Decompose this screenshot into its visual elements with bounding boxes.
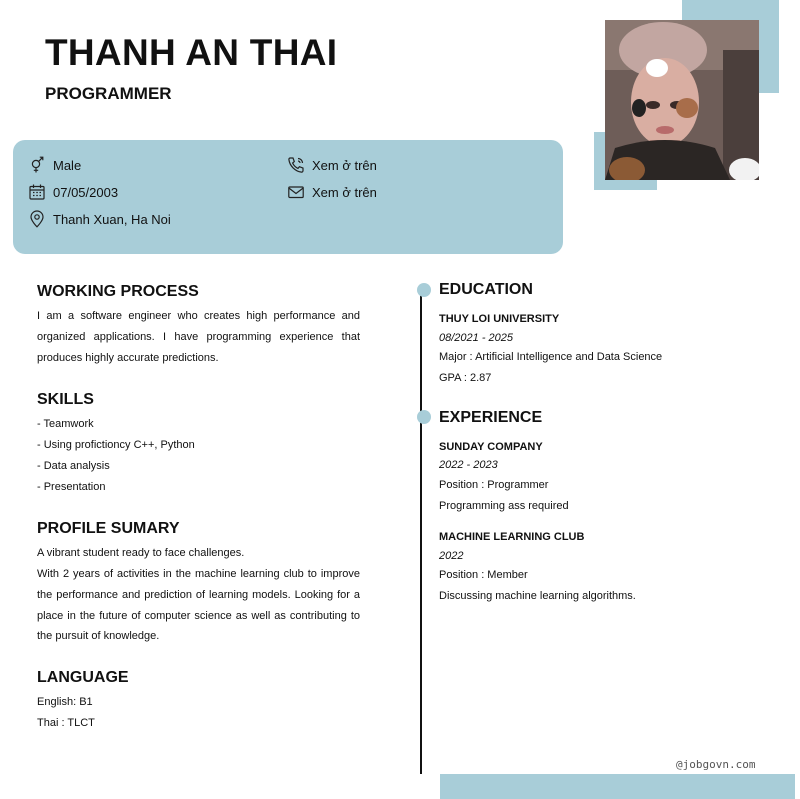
skill-item: - Teamwork	[37, 418, 94, 430]
contact-email-value: Xem ở trên	[312, 184, 377, 200]
profile-photo	[605, 20, 759, 180]
timeline-dot-education	[417, 283, 431, 297]
phone-icon	[287, 156, 305, 174]
contact-birthdate-value: 07/05/2003	[53, 184, 119, 200]
experience-period: 2022	[439, 550, 464, 562]
contact-gender	[28, 156, 81, 174]
profile-summary-line: With 2 years of activities in the machine learning club to improve the performance and prediction of learning models. Looking for a place in the future of computer science as well as contributing to the pursuit of knowledge.	[37, 568, 360, 643]
education-school: THUY LOI UNIVERSITY	[439, 313, 560, 325]
contact-phone[interactable]	[287, 156, 377, 174]
contact-birthdate	[28, 183, 118, 201]
experience-desc: Discussing machine learning algorithms.	[439, 590, 636, 602]
skills-title: SKILLS	[37, 391, 94, 408]
working-process-title: WORKING PROCESS	[37, 283, 199, 300]
timeline-dot-experience	[417, 410, 431, 424]
timeline-line	[420, 292, 422, 774]
working-process-text: I am a software engineer who creates high performance and organized applications. I have programming experience that produces highly accurate predictions.	[37, 310, 360, 364]
experience-title: EXPERIENCE	[439, 409, 543, 426]
experience-position: Position : Programmer	[439, 479, 549, 491]
skill-item: - Using profictioncy C++, Python	[37, 439, 195, 451]
gender-icon	[28, 156, 46, 174]
experience-period: 2022 - 2023	[439, 459, 498, 471]
profile-photo-illustration	[605, 20, 759, 180]
mail-icon	[287, 183, 305, 201]
education-gpa: GPA : 2.87	[439, 372, 492, 384]
contact-email[interactable]	[287, 183, 377, 201]
experience-position: Position : Member	[439, 569, 528, 581]
candidate-role: PROGRAMMER	[45, 84, 172, 103]
experience-org: MACHINE LEARNING CLUB	[439, 531, 585, 543]
education-major: Major : Artificial Intelligence and Data Science	[439, 351, 663, 363]
language-title: LANGUAGE	[37, 669, 129, 686]
watermark-text: @jobgovn.com	[676, 758, 756, 771]
decor-bar-bottom	[440, 774, 795, 799]
experience-org: SUNDAY COMPANY	[439, 441, 543, 453]
location-icon	[28, 210, 46, 228]
contact-phone-value: Xem ở trên	[312, 157, 377, 173]
calendar-icon	[28, 183, 46, 201]
education-title: EDUCATION	[439, 281, 533, 298]
skill-item: - Data analysis	[37, 460, 110, 472]
education-period: 08/2021 - 2025	[439, 332, 514, 344]
contact-address	[28, 210, 171, 228]
contact-address-value: Thanh Xuan, Ha Noi	[53, 211, 171, 227]
experience-desc: Programming ass required	[439, 500, 569, 512]
profile-summary-title: PROFILE SUMARY	[37, 520, 180, 537]
skill-item: - Presentation	[37, 481, 106, 493]
contact-gender-value: Male	[53, 157, 82, 173]
language-item: English: B1	[37, 696, 93, 708]
candidate-name: THANH AN THAI	[45, 32, 338, 73]
profile-summary-line: A vibrant student ready to face challenges.	[37, 547, 245, 559]
language-item: Thai : TLCT	[37, 717, 95, 729]
